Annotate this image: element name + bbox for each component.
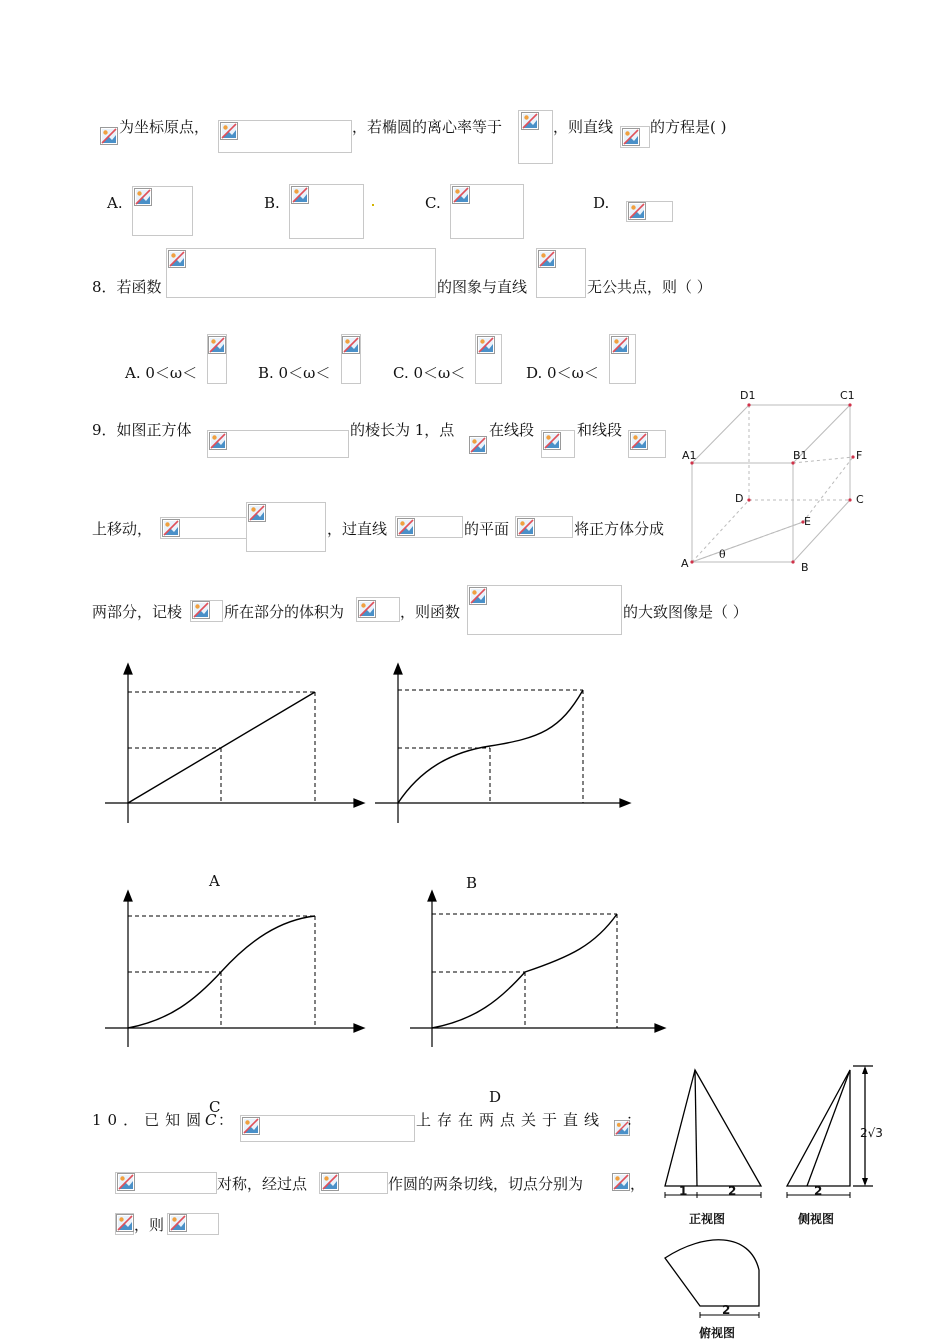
formula-box	[240, 1115, 415, 1142]
broken-image-icon	[521, 112, 539, 130]
q10-text-7: ，	[630, 1175, 646, 1193]
q8-text-2: 的图象与直线	[437, 278, 528, 296]
side-view-label: 侧视图	[798, 1212, 835, 1226]
front-view-label: 正视图	[689, 1212, 726, 1226]
q9-text-2: 的棱长为 1，点	[350, 421, 455, 439]
graph-a	[100, 660, 370, 835]
q9-text-8: 将正方体分成	[574, 520, 665, 538]
cube-label-b: B	[801, 561, 809, 574]
broken-image-icon	[242, 1117, 260, 1135]
view-height: 2√3	[860, 1126, 883, 1140]
broken-image-icon	[622, 128, 640, 146]
q9-text-5: 上移动，	[92, 520, 153, 538]
broken-image-icon	[358, 600, 376, 618]
graph-label-b: B	[466, 874, 478, 892]
broken-image-icon	[321, 1173, 339, 1191]
broken-image-icon	[611, 336, 629, 354]
broken-image-icon	[291, 186, 309, 204]
broken-image-icon	[517, 518, 535, 536]
q7-text-2: ，若椭圆的离心率等于	[352, 118, 503, 136]
cube-label-theta: θ	[719, 548, 726, 561]
q10-text-2: ：	[218, 1111, 234, 1129]
broken-image-icon	[538, 250, 556, 268]
q7-option-c: C.	[425, 194, 441, 212]
graph-label-d: D	[489, 1088, 502, 1106]
cube-label-d: D	[735, 492, 744, 505]
view-dim-1: 1	[679, 1184, 688, 1198]
broken-image-icon	[220, 122, 238, 140]
broken-image-icon	[477, 336, 495, 354]
formula-box	[166, 248, 436, 298]
broken-image-icon	[100, 127, 118, 145]
q8-option-b: B. 0＜ω＜	[258, 364, 331, 382]
q10-circle-c: C	[205, 1111, 217, 1129]
broken-image-icon	[162, 519, 180, 537]
broken-image-icon	[134, 188, 152, 206]
q9-text-10: 所在部分的体积为	[224, 603, 345, 621]
q9-text-11: ，则函数	[400, 603, 461, 621]
q7-option-d: D.	[593, 194, 610, 212]
broken-image-icon	[628, 202, 646, 220]
cube-label-c: C	[856, 493, 864, 506]
broken-image-icon	[248, 504, 266, 522]
q9-text-3: 在线段	[489, 421, 535, 439]
q9-text-12: 的大致图像是（ ）	[623, 603, 748, 621]
broken-image-icon	[630, 432, 648, 450]
broken-image-icon	[469, 587, 487, 605]
q10-text-1: 10．已知圆	[92, 1111, 208, 1129]
formula-box	[218, 120, 352, 153]
view-dim-4: 2	[722, 1303, 731, 1317]
q10-text-3: 上存在两点关于直线	[416, 1111, 606, 1129]
cube-label-a1: A1	[682, 449, 697, 462]
q9-text-1: 9．如图正方体	[92, 421, 192, 439]
cube-label-e: E	[804, 515, 811, 528]
broken-image-icon	[543, 432, 561, 450]
q9-text-7: 的平面	[464, 520, 510, 538]
broken-image-icon	[469, 436, 487, 454]
view-dim-3: 2	[814, 1184, 823, 1198]
cube-label-f: F	[856, 449, 863, 462]
graph-c	[100, 885, 375, 1050]
cube-label-a: A	[681, 557, 689, 570]
q7-option-a: A.	[107, 194, 123, 212]
cube-label-c1: C1	[840, 389, 855, 402]
formula-box	[467, 585, 622, 635]
dot-mark	[372, 204, 374, 206]
broken-image-icon	[169, 1214, 187, 1232]
broken-image-icon	[168, 250, 186, 268]
q8-option-d: D. 0＜ω＜	[526, 364, 599, 382]
broken-image-icon	[209, 432, 227, 450]
view-dim-2: 2	[728, 1184, 737, 1198]
top-view-label: 俯视图	[699, 1326, 736, 1340]
broken-image-icon	[192, 601, 210, 619]
q10-text-4: ：	[626, 1111, 642, 1129]
cube-label-b1: B1	[793, 449, 808, 462]
q7-option-b: B.	[264, 194, 280, 212]
q7-text-1: 为坐标原点，	[119, 118, 210, 136]
broken-image-icon	[117, 1173, 135, 1191]
q8-text-1: 8．若函数	[92, 278, 162, 296]
q8-option-a: A. 0＜ω＜	[125, 364, 198, 382]
graph-b	[370, 660, 640, 835]
broken-image-icon	[342, 336, 360, 354]
q9-text-6: ，过直线	[327, 520, 388, 538]
broken-image-icon	[397, 518, 415, 536]
three-views-figure	[655, 1062, 890, 1344]
q9-text-4: 和线段	[577, 421, 623, 439]
broken-image-icon	[612, 1173, 630, 1191]
cube-figure	[680, 385, 870, 580]
broken-image-icon	[116, 1214, 134, 1232]
q7-text-4: 的方程是( )	[650, 118, 727, 136]
q8-text-3: 无公共点，则（ ）	[587, 278, 712, 296]
graph-label-c: C	[209, 1098, 221, 1116]
broken-image-icon	[208, 336, 226, 354]
q10-text-6: 作圆的两条切线，切点分别为	[388, 1175, 584, 1193]
formula-box	[207, 430, 349, 458]
graph-label-a: A	[209, 872, 220, 890]
cube-label-d1: D1	[740, 389, 756, 402]
broken-image-icon	[452, 186, 470, 204]
q9-text-9: 两部分，记棱	[92, 603, 183, 621]
q10-text-8: ，则	[134, 1216, 165, 1234]
q7-text-3: ，则直线	[553, 118, 614, 136]
q8-option-c: C. 0＜ω＜	[393, 364, 466, 382]
q10-text-5: 对称，经过点	[217, 1175, 308, 1193]
graph-d	[405, 885, 675, 1050]
